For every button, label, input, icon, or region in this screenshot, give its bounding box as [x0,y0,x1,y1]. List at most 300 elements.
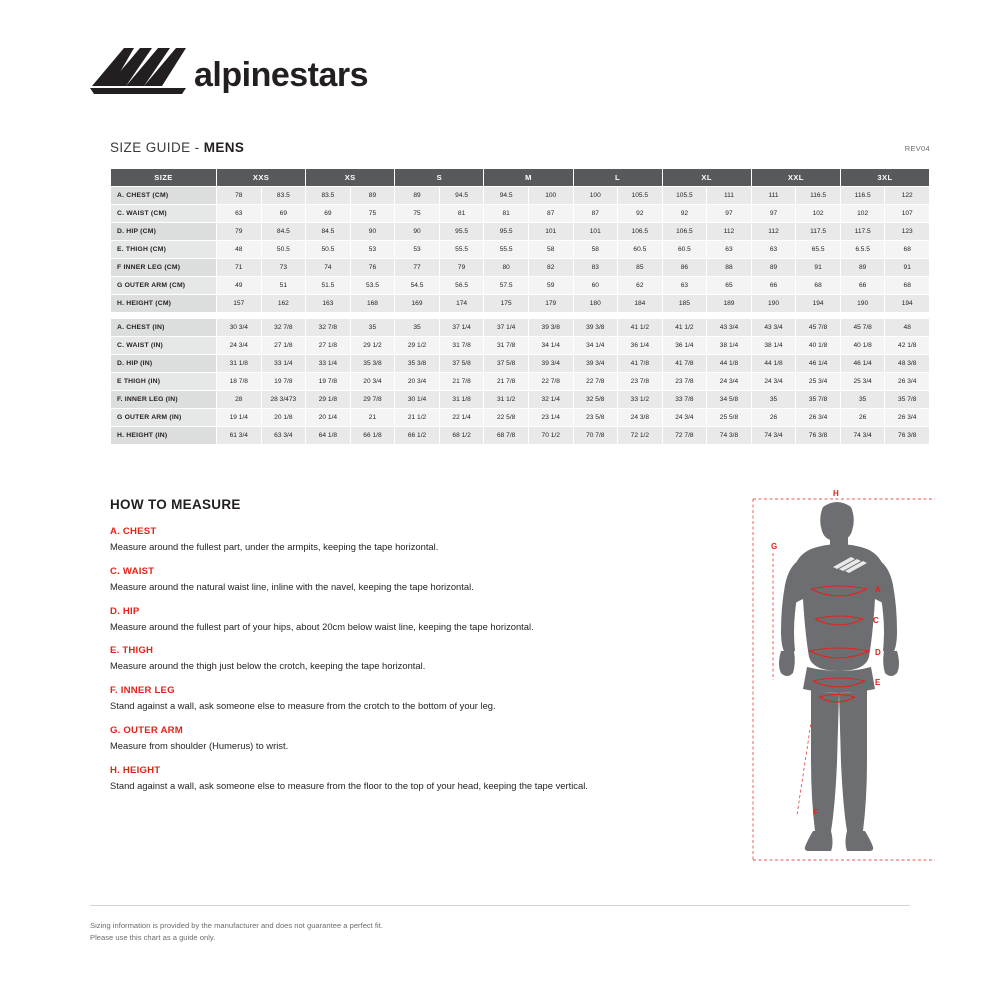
table-cell: 97 [751,205,796,223]
table-cell: 74 [306,259,351,277]
table-cell: 6.5.5 [840,241,885,259]
table-cell: 33 1/4 [261,355,306,373]
table-cell: 51.5 [306,277,351,295]
table-cell: 31 1/8 [217,355,262,373]
measure-item-description: Measure around the fullest part of your hips, about 20cm below waist line, keeping the tape horizontal. [110,620,534,632]
table-cell: 31 1/2 [484,391,529,409]
table-row [111,427,930,445]
table-row [111,277,930,295]
measure-item-title: A. CHEST [110,526,157,537]
table-cell: 33 7/8 [662,391,707,409]
table-cell: 25 5/8 [707,409,752,427]
table-cell: 20 1/8 [261,409,306,427]
table-cell: 162 [261,295,306,313]
table-cell: 19 1/4 [217,409,262,427]
table-cell: 27 1/8 [261,337,306,355]
how-to-measure-heading: HOW TO MEASURE [110,497,241,512]
table-cell: 51 [261,277,306,295]
table-cell: 40 1/8 [796,337,841,355]
table-cell: 63 3/4 [261,427,306,445]
table-cell: 35 [840,391,885,409]
table-cell: 23 7/8 [662,373,707,391]
table-cell: 185 [662,295,707,313]
measure-item-description: Measure around the thigh just below the crotch, keeping the tape horizontal. [110,660,426,672]
table-cell: 89 [840,259,885,277]
table-cell: 50.5 [306,241,351,259]
table-cell: 76 3/8 [885,427,930,445]
table-cell: 39 3/8 [573,319,618,337]
table-cell: 83 [573,259,618,277]
footer-note [90,920,790,944]
table-row [111,259,930,277]
table-cell: 33 1/4 [306,355,351,373]
table-cell: 117.5 [796,223,841,241]
table-cell: 68 [796,277,841,295]
table-row [111,187,930,205]
table-cell: 163 [306,295,351,313]
table-cell: 37 5/8 [484,355,529,373]
table-cell: 38 1/4 [751,337,796,355]
table-header-s: S [395,169,484,187]
table-cell: 61 3/4 [217,427,262,445]
table-cell: 31 7/8 [484,337,529,355]
table-cell: 74 3/8 [707,427,752,445]
table-cell: 63 [751,241,796,259]
table-cell: 157 [217,295,262,313]
table-cell: 89 [395,187,440,205]
table-cell: 180 [573,295,618,313]
table-cell: 81 [439,205,484,223]
table-cell: 94.5 [484,187,529,205]
table-cell: 23 5/8 [573,409,618,427]
table-cell: 79 [217,223,262,241]
table-cell: 23 7/8 [618,373,663,391]
table-cell: 69 [261,205,306,223]
table-row [111,337,930,355]
table-cell: 29 1/2 [395,337,440,355]
table-cell: 90 [350,223,395,241]
table-row [111,391,930,409]
table-cell: 83.5 [261,187,306,205]
table-cell: 41 7/8 [618,355,663,373]
table-cell: 73 [261,259,306,277]
table-cell: 59 [528,277,573,295]
revision-label: REV04 [904,144,930,153]
table-cell: 77 [395,259,440,277]
table-cell: 35 [395,319,440,337]
table-cell: 58 [573,241,618,259]
measure-item-title: D. HIP [110,605,140,617]
table-cell: 168 [350,295,395,313]
table-cell: 32 7/8 [306,319,351,337]
measurement-figure [735,485,945,875]
size-table-header-row [111,169,930,187]
table-cell: 69 [306,205,351,223]
table-cell: 29 7/8 [350,391,395,409]
footer-line-2: Please use this chart as a guide only. [90,932,216,942]
measure-item [110,566,730,593]
table-row-label: H. HEIGHT (IN) [111,427,217,445]
table-row-label: G OUTER ARM (IN) [111,409,217,427]
table-header-size: SIZE [111,169,217,187]
table-cell: 30 1/4 [395,391,440,409]
table-cell: 189 [707,295,752,313]
table-header-xxl: XXL [751,169,840,187]
table-cell: 190 [840,295,885,313]
table-cell: 20 3/4 [350,373,395,391]
table-cell: 35 7/8 [885,391,930,409]
table-cell: 190 [751,295,796,313]
table-cell: 43 3/4 [751,319,796,337]
table-cell: 91 [885,259,930,277]
table-cell: 84.5 [261,223,306,241]
table-cell: 18 7/8 [217,373,262,391]
table-cell: 81 [484,205,529,223]
table-row [111,355,930,373]
how-to-measure-list [110,526,730,791]
size-table [110,168,930,445]
measure-item-description: Stand against a wall, ask someone else to measure from the crotch to the bottom of your leg. [110,700,496,711]
table-header-3xl: 3XL [840,169,929,187]
measure-item-description: Measure around the fullest part, under the armpits, keeping the tape horizontal. [110,541,439,552]
table-cell: 29 1/8 [306,391,351,409]
table-cell: 60 [573,277,618,295]
table-cell: 54.5 [395,277,440,295]
table-cell: 107 [885,205,930,223]
table-row-label: H. HEIGHT (CM) [111,295,217,313]
table-cell: 100 [528,187,573,205]
table-cell: 80 [484,259,529,277]
table-row [111,223,930,241]
measure-item [110,526,730,553]
table-header-m: M [484,169,573,187]
table-cell: 66 [840,277,885,295]
table-cell: 72 1/2 [618,427,663,445]
table-cell: 23 1/4 [528,409,573,427]
table-row [111,205,930,223]
measure-item-title: G. OUTER ARM [110,724,183,736]
table-cell: 169 [395,295,440,313]
table-row-label: F INNER LEG (CM) [111,259,217,277]
table-cell: 34 1/4 [573,337,618,355]
table-cell: 58 [528,241,573,259]
how-to-measure-section [110,497,730,804]
figure-marker-H: H [833,489,839,498]
figure-marker-A: A [875,585,881,594]
table-cell: 37 1/4 [439,319,484,337]
measure-item-title: C. WAIST [110,565,155,577]
figure-marker-C: C [873,616,879,625]
table-cell: 25 3/4 [796,373,841,391]
table-cell: 22 5/8 [484,409,529,427]
table-cell: 179 [528,295,573,313]
table-row [111,319,930,337]
table-cell: 66 1/8 [350,427,395,445]
table-cell: 48 [217,241,262,259]
table-cell: 31 7/8 [439,337,484,355]
table-cell: 116.5 [796,187,841,205]
table-cell: 122 [885,187,930,205]
measure-item-description: Measure from shoulder (Humerus) to wrist. [110,739,289,751]
table-cell: 101 [573,223,618,241]
table-cell: 29 1/2 [350,337,395,355]
table-row-label: A. CHEST (IN) [111,319,217,337]
table-cell: 76 3/8 [796,427,841,445]
table-cell: 68 7/8 [484,427,529,445]
table-cell: 123 [885,223,930,241]
table-cell: 37 1/4 [484,319,529,337]
table-header-xl: XL [662,169,751,187]
table-cell: 88 [707,259,752,277]
table-cell: 85 [618,259,663,277]
size-table-body [111,187,930,445]
table-cell: 56.5 [439,277,484,295]
measure-item-title: E. THIGH [110,645,154,657]
table-cell: 63 [707,241,752,259]
table-cell: 68 1/2 [439,427,484,445]
svg-text:alpinestars: alpinestars [194,56,369,94]
figure-marker-D: D [875,648,881,657]
table-cell: 112 [751,223,796,241]
table-cell: 66 1/2 [395,427,440,445]
table-cell: 97 [707,205,752,223]
table-cell: 194 [796,295,841,313]
table-cell: 37 5/8 [439,355,484,373]
table-cell: 39 3/8 [528,319,573,337]
table-cell: 36 1/4 [662,337,707,355]
table-cell: 48 [885,319,930,337]
table-row-label: A. CHEST (CM) [111,187,217,205]
table-cell: 105.5 [662,187,707,205]
table-cell: 75 [350,205,395,223]
table-header-l: L [573,169,662,187]
table-cell: 42 1/8 [885,337,930,355]
measure-item [110,685,730,712]
table-cell: 39 3/4 [573,355,618,373]
table-row-label: D. HIP (IN) [111,355,217,373]
table-cell: 24 3/4 [662,409,707,427]
size-table-wrap [110,168,930,445]
alpinestars-logo [90,42,410,104]
table-cell: 116.5 [840,187,885,205]
table-cell: 112 [707,223,752,241]
measure-item [110,765,730,792]
table-cell: 95.5 [484,223,529,241]
table-cell: 66 [751,277,796,295]
table-cell: 174 [439,295,484,313]
table-header-xxs: XXS [217,169,306,187]
table-cell: 21 [350,409,395,427]
table-cell: 22 1/4 [439,409,484,427]
table-cell: 63 [662,277,707,295]
figure-marker-G: G [771,542,778,551]
table-cell: 38 1/4 [707,337,752,355]
table-cell: 21 1/2 [395,409,440,427]
table-cell: 21 7/8 [439,373,484,391]
figure-marker-E: E [875,678,881,687]
table-cell: 26 3/4 [885,409,930,427]
table-cell: 45 7/8 [796,319,841,337]
table-cell: 20 1/4 [306,409,351,427]
table-cell: 33 1/2 [618,391,663,409]
measure-item-description: Stand against a wall, ask someone else to measure from the floor to the top of your head, keeping the tape vertical. [110,779,588,791]
table-cell: 34 5/8 [707,391,752,409]
table-cell: 86 [662,259,707,277]
table-cell: 89 [751,259,796,277]
table-row [111,241,930,259]
table-cell: 194 [885,295,930,313]
table-cell: 184 [618,295,663,313]
table-cell: 35 3/8 [395,355,440,373]
table-cell: 19 7/8 [261,373,306,391]
table-cell: 102 [840,205,885,223]
table-cell: 53 [350,241,395,259]
table-row-label: D. HIP (CM) [111,223,217,241]
table-cell: 101 [528,223,573,241]
table-cell: 22 7/8 [528,373,573,391]
table-header-xs: XS [306,169,395,187]
table-cell: 28 [217,391,262,409]
table-cell: 117.5 [840,223,885,241]
table-cell: 31 1/8 [439,391,484,409]
table-cell: 20 3/4 [395,373,440,391]
table-cell: 35 [751,391,796,409]
table-cell: 63 [217,205,262,223]
page-header [110,140,930,155]
table-cell: 26 [751,409,796,427]
table-cell: 71 [217,259,262,277]
table-cell: 26 3/4 [885,373,930,391]
measure-item-description: Measure around the natural waist line, inline with the navel, keeping the tape horizontal. [110,580,474,592]
table-cell: 41 1/2 [662,319,707,337]
table-cell: 91 [796,259,841,277]
table-cell: 19 7/8 [306,373,351,391]
table-cell: 68 [885,277,930,295]
table-cell: 111 [751,187,796,205]
table-cell: 84.5 [306,223,351,241]
table-cell: 111 [707,187,752,205]
table-cell: 53.5 [350,277,395,295]
table-cell: 90 [395,223,440,241]
table-cell: 46 1/4 [840,355,885,373]
table-cell: 62 [618,277,663,295]
table-cell: 26 3/4 [796,409,841,427]
table-cell: 24 3/8 [618,409,663,427]
table-cell: 60.5 [662,241,707,259]
table-cell: 41 1/2 [618,319,663,337]
table-cell: 32 7/8 [261,319,306,337]
table-row-label: C. WAIST (CM) [111,205,217,223]
table-cell: 34 1/4 [528,337,573,355]
table-cell: 55.5 [484,241,529,259]
table-cell: 64 1/8 [306,427,351,445]
table-cell: 35 3/8 [350,355,395,373]
table-cell: 41 7/8 [662,355,707,373]
table-cell: 95.5 [439,223,484,241]
table-cell: 44 1/8 [707,355,752,373]
table-cell: 87 [528,205,573,223]
table-cell: 45 7/8 [840,319,885,337]
measure-item [110,725,730,752]
measure-item-title: F. INNER LEG [110,685,175,696]
table-cell: 55.5 [439,241,484,259]
table-cell: 89 [350,187,395,205]
table-cell: 100 [573,187,618,205]
table-cell: 25 3/4 [840,373,885,391]
table-cell: 105.5 [618,187,663,205]
table-cell: 79 [439,259,484,277]
measure-item [110,606,730,633]
table-cell: 24 3/4 [751,373,796,391]
table-cell: 57.5 [484,277,529,295]
table-cell: 49 [217,277,262,295]
table-row-label: F. INNER LEG (IN) [111,391,217,409]
table-cell: 50.5 [261,241,306,259]
table-cell: 92 [618,205,663,223]
table-cell: 102 [796,205,841,223]
table-cell: 53 [395,241,440,259]
table-cell: 40 1/8 [840,337,885,355]
table-cell: 26 [840,409,885,427]
table-row [111,373,930,391]
table-cell: 72 7/8 [662,427,707,445]
page-title-strong: MENS [203,140,245,155]
table-cell: 94.5 [439,187,484,205]
table-cell: 106.5 [662,223,707,241]
table-row-label: E THIGH (IN) [111,373,217,391]
table-cell: 65 [707,277,752,295]
table-row [111,295,930,313]
table-cell: 175 [484,295,529,313]
table-cell: 70 1/2 [528,427,573,445]
table-row [111,409,930,427]
table-cell: 39 3/4 [528,355,573,373]
table-row-label: G OUTER ARM (CM) [111,277,217,295]
table-cell: 48 3/8 [885,355,930,373]
table-cell: 43 3/4 [707,319,752,337]
figure-marker-F: F [813,808,818,817]
table-cell: 76 [350,259,395,277]
table-cell: 82 [528,259,573,277]
table-cell: 24 3/4 [707,373,752,391]
table-cell: 60.5 [618,241,663,259]
table-cell: 78 [217,187,262,205]
table-cell: 35 7/8 [796,391,841,409]
table-cell: 27 1/8 [306,337,351,355]
table-row-label: E. THIGH (CM) [111,241,217,259]
table-cell: 46 1/4 [796,355,841,373]
table-cell: 36 1/4 [618,337,663,355]
measure-item [110,645,730,672]
table-cell: 24 3/4 [217,337,262,355]
table-cell: 83.5 [306,187,351,205]
table-cell: 22 7/8 [573,373,618,391]
table-cell: 68 [885,241,930,259]
table-cell: 74 3/4 [840,427,885,445]
measure-item-title: H. HEIGHT [110,764,161,776]
table-cell: 75 [395,205,440,223]
size-table-head [111,169,930,187]
table-cell: 74 3/4 [751,427,796,445]
table-cell: 35 [350,319,395,337]
table-cell: 87 [573,205,618,223]
table-cell: 44 1/8 [751,355,796,373]
table-cell: 70 7/8 [573,427,618,445]
footer-divider [90,905,910,906]
table-cell: 32 1/4 [528,391,573,409]
table-cell: 32 5/8 [573,391,618,409]
table-cell: 28 3/473 [261,391,306,409]
